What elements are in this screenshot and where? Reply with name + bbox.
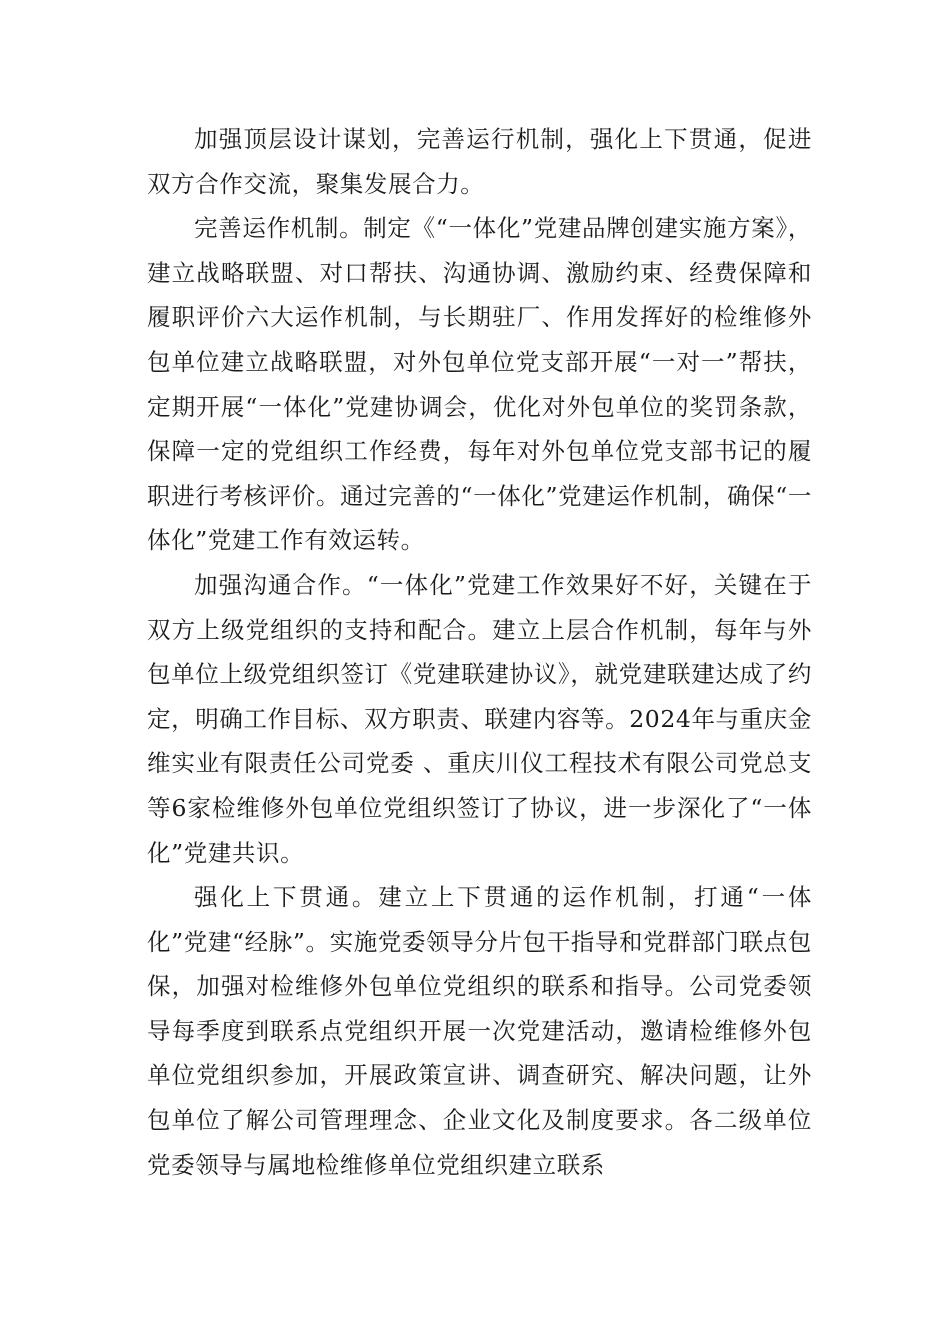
paragraph-intro: 加强顶层设计谋划，完善运行机制，强化上下贯通，促进双方合作交流，聚集发展合力。 xyxy=(147,125,812,198)
paragraph-vertical-integration: 强化上下贯通。建立上下贯通的运作机制，打通“一体化”党建“经脉”。实施党委领导分片包干指导和党群部门联点包保，加强对检维修外包单位党组织的联系和指导。公司党委领导每季度到联系点党组织开展一次党建活动，邀请检维修外包单位党组织参加，开展政策宣讲、调查研究、解决问题，让外包单位了解公司管理理念、企业文化及制度要求。各二级单位党委领导与属地检维修单位党组织建立联系 xyxy=(147,883,812,1179)
body-text xyxy=(147,117,812,1187)
paragraph-communication-cooperation: 加强沟通合作。“一体化”党建工作效果好不好，关键在于双方上级党组织的支持和配合。建立上层合作机制，每年与外包单位上级党组织签订《党建联建协议》，就党建联建达成了约定，明确工作目标、双方职责、联建内容等。2024年与重庆金维实业有限责任公司党委 、重庆川仪工程技术有限公司党总支等6家检维修外包单位党组织签订了协议，进一步深化了“一体化”党建共识。 xyxy=(147,570,812,867)
paragraph-operation-mechanism: 完善运作机制。制定《“一体化”党建品牌创建实施方案》，建立战略联盟、对口帮扶、沟通协调、激励约束、经费保障和履职评价六大运作机制，与长期驻厂、作用发挥好的检维修外包单位建立战略联盟，对外包单位党支部开展“一对一”帮扶，定期开展“一体化”党建协调会，优化对外包单位的奖罚条款，保障一定的党组织工作经费，每年对外包单位党支部书记的履职进行考核评价。通过完善的“一体化”党建运作机制，确保“一体化”党建工作有效运转。 xyxy=(147,214,812,555)
